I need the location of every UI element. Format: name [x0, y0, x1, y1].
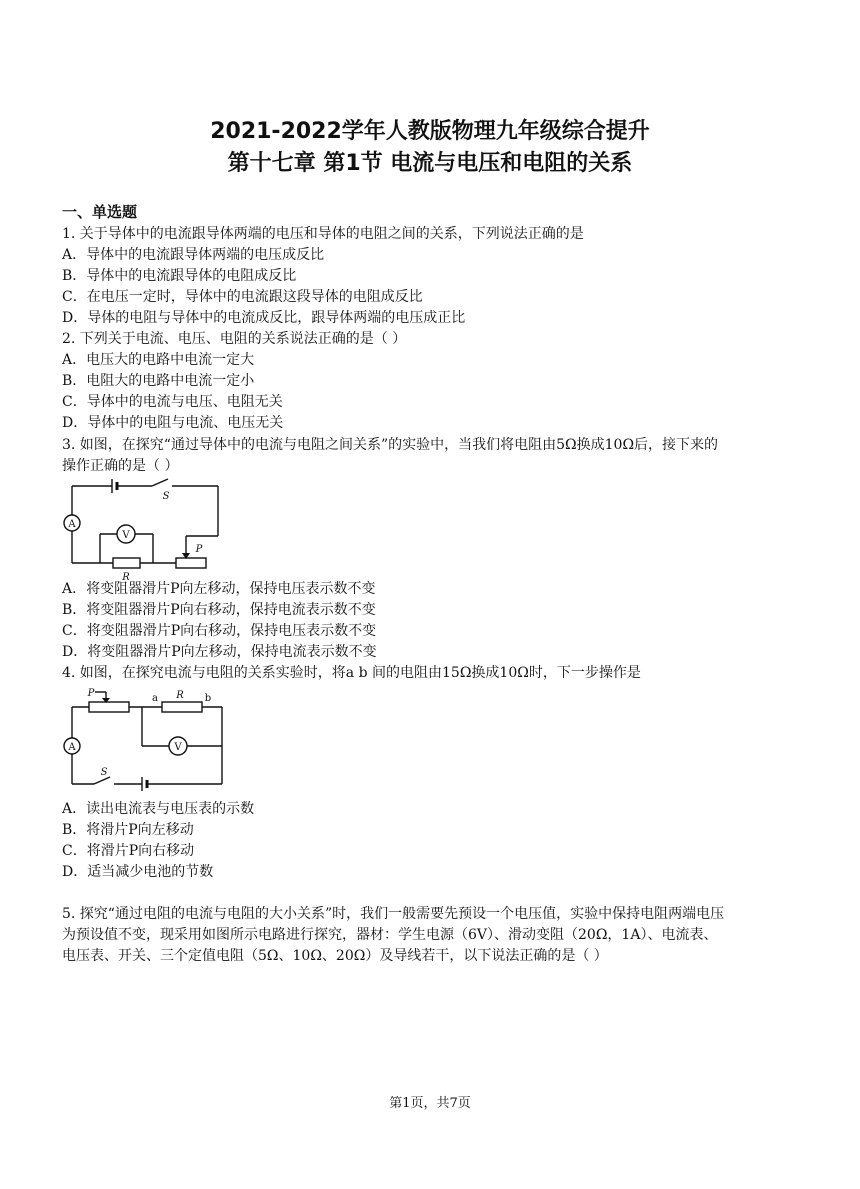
question-1-option-a: A．导体中的电流跟导体两端的电压成反比: [62, 247, 325, 263]
document-title: 2021-2022学年人教版物理九年级综合提升: [210, 119, 650, 144]
question-3-option-d: D．将变阻器滑片P向左移动，保持电流表示数不变: [62, 644, 377, 660]
document-subtitle: 第十七章 第1节 电流与电压和电阻的关系: [227, 151, 633, 176]
question-2-option-d: D．导体中的电阻与电流、电压无关: [62, 415, 284, 431]
question-5-stem-line-3: 电压表、开关、三个定值电阻（5Ω、10Ω、20Ω）及导线若干，以下说法正确的是（ ）: [62, 948, 608, 964]
question-4-stem: 4. 如图，在探究电流与电阻的关系实验时，将a b 间的电阻由15Ω换成10Ω时，下一步操作是: [62, 665, 641, 681]
question-3-circuit-diagram: [62, 476, 227, 582]
q3-resistor-label: R: [122, 572, 130, 582]
question-4-option-c: C．将滑片P向右移动: [62, 843, 195, 859]
question-3-stem-line-1: 3. 如图，在探究“通过导体中的电流与电阻之间关系”的实验中，当我们将电阻由5Ω换成10Ω后，接下来的: [62, 437, 719, 453]
question-3-option-a: A．将变阻器滑片P向左移动，保持电压表示数不变: [62, 581, 376, 597]
q3-voltmeter-label: V: [122, 530, 130, 541]
question-4-option-d: D．适当减少电池的节数: [62, 864, 214, 880]
question-5-stem-line-2: 为预设值不变，现采用如图所示电路进行探究，器材：学生电源（6V）、滑动变阻（20Ω，1A）、电流表、: [62, 927, 718, 943]
q4-voltmeter-label: V: [174, 742, 182, 753]
question-2-option-c: C．导体中的电流与电压、电阻无关: [62, 394, 283, 410]
question-1-option-d: D．导体的电阻与导体中的电流成反比，跟导体两端的电压成正比: [62, 310, 466, 326]
question-4-option-b: B．将滑片P向左移动: [62, 822, 194, 838]
question-2-option-a: A．电压大的电路中电流一定大: [62, 352, 255, 368]
question-4-option-a: A．读出电流表与电压表的示数: [62, 801, 255, 817]
question-1-option-b: B．导体中的电流跟导体的电阻成反比: [62, 268, 297, 284]
question-3-option-c: C．将变阻器滑片P向右移动，保持电压表示数不变: [62, 623, 377, 639]
question-5-stem-line-1: 5. 探究“通过电阻的电流与电阻的大小关系”时，我们一般需要先预设一个电压值，实验中保持电阻两端电压: [62, 906, 725, 922]
question-4-circuit-diagram: [62, 684, 234, 796]
section-heading: 一、单选题: [62, 203, 138, 221]
q4-point-a-label: a: [152, 693, 158, 704]
page-number: 第1页，共7页: [389, 1096, 471, 1111]
q4-switch-label: S: [100, 767, 108, 778]
question-2-stem: 2. 下列关于电流、电压、电阻的关系说法正确的是（ ）: [62, 331, 407, 347]
question-3-stem-line-2: 操作正确的是（ ）: [62, 458, 179, 474]
q3-slider-label: P: [195, 544, 203, 555]
question-2-option-b: B．电阻大的电路中电流一定小: [62, 373, 255, 389]
q3-ammeter-label: A: [68, 519, 76, 530]
q4-slider-label: P: [87, 688, 95, 699]
q4-ammeter-label: A: [68, 742, 76, 753]
q4-resistor-label: R: [176, 690, 184, 701]
q4-point-b-label: b: [204, 693, 212, 704]
question-1-stem: 1. 关于导体中的电流跟导体两端的电压和导体的电阻之间的关系，下列说法正确的是: [62, 226, 584, 242]
question-1-option-c: C．在电压一定时，导体中的电流跟这段导体的电阻成反比: [62, 289, 423, 305]
q3-switch-label: S: [162, 491, 170, 502]
question-3-option-b: B．将变阻器滑片P向右移动，保持电流表示数不变: [62, 602, 376, 618]
